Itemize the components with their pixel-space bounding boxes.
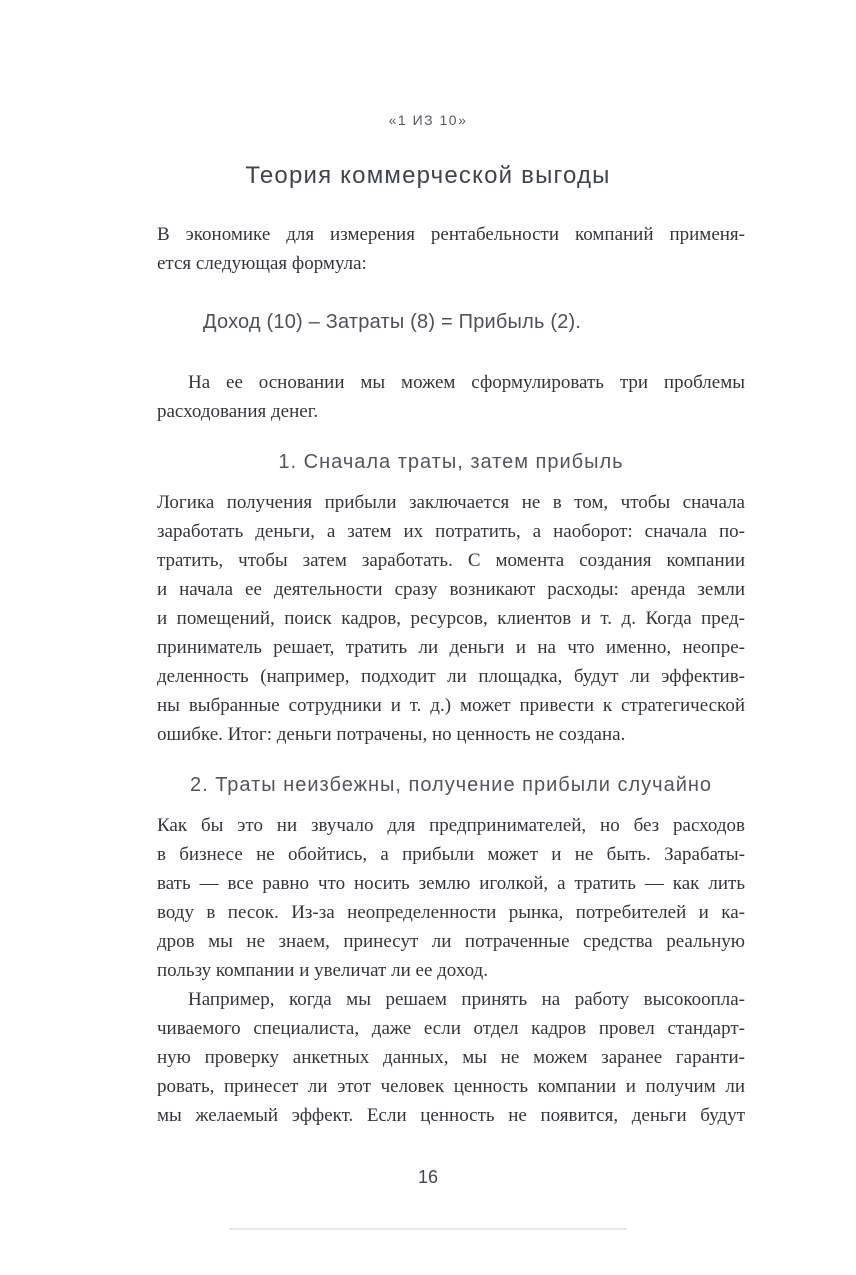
paragraph-line: ровать, принесет ли этот человек ценность компании и получим ли: [157, 1076, 745, 1097]
paragraph-line: дров мы не знаем, принесут ли потраченные средства реальную: [157, 931, 745, 952]
paragraph: [157, 220, 745, 278]
paragraph-line: ошибке. Итог: деньги потрачены, но ценность не создана.: [157, 724, 626, 745]
chapter-title: Теория коммерческой выгоды: [245, 162, 611, 189]
paragraph-line: В экономике для измерения рентабельности компаний применя-: [157, 224, 745, 245]
paragraph-line: заработать деньги, а затем их потратить, а наоборот: сначала по-: [157, 521, 745, 542]
paragraph-line: вать — все равно что носить землю иголкой, а тратить — как лить: [157, 873, 745, 894]
paragraph-line: пользу компании и увеличат ли ее доход.: [157, 960, 488, 981]
paragraph-line: Логика получения прибыли заключается не в том, чтобы сначала: [157, 492, 745, 513]
formula-line: Доход (10) – Затраты (8) = Прибыль (2).: [203, 311, 582, 333]
paragraph-line: Например, когда мы решаем принять на работу высокоопла-: [188, 989, 745, 1010]
paragraph: [157, 368, 745, 426]
paragraph-line: Как бы это ни звучало для предпринимателей, но без расходов: [157, 815, 745, 836]
paragraph-line: приниматель решает, тратить ли деньги и на что именно, неопре-: [157, 637, 745, 658]
paragraph-line: воду в песок. Из-за неопределенности рынка, потребителей и ка-: [157, 902, 745, 923]
paragraph-line: деленность (например, подходит ли площадка, будут ли эффектив-: [157, 666, 745, 687]
paragraph-line: и начала ее деятельности сразу возникают расходы: аренда земли: [157, 579, 745, 600]
section-heading: 2. Траты неизбежны, получение прибыли случайно: [189, 774, 713, 796]
paragraph-line: ную проверку анкетных данных, мы не можем заранее гаранти-: [157, 1047, 745, 1068]
paragraph-line: расходования денег.: [157, 401, 319, 422]
paragraph-line: На ее основании мы можем сформулировать три проблемы: [188, 372, 745, 393]
running-head: «1 ИЗ 10»: [388, 112, 468, 128]
paragraph-line: ны выбранные сотрудники и т. д.) может привести к стратегической: [157, 695, 745, 716]
paragraph-line: в бизнесе не обойтись, а прибыли может и не быть. Зарабаты-: [157, 844, 745, 865]
paragraph: [157, 985, 745, 1130]
paragraph-line: ется следующая формула:: [157, 253, 367, 274]
content-column: [157, 220, 745, 1130]
paragraph: [157, 811, 745, 985]
section-heading: 1. Сначала траты, затем прибыль: [278, 451, 624, 473]
paragraph-line: тратить, чтобы затем заработать. С момента создания компании: [157, 550, 745, 571]
paragraph-line: чиваемого специалиста, даже если отдел кадров провел стандарт-: [157, 1018, 745, 1039]
paragraph-line: мы желаемый эффект. Если ценность не появится, деньги будут: [157, 1105, 745, 1126]
page-number: 16: [417, 1167, 439, 1187]
footer-divider: [229, 1228, 627, 1230]
paragraph-line: и помещений, поиск кадров, ресурсов, клиентов и т. д. Когда пред-: [157, 608, 745, 629]
paragraph: [157, 488, 745, 749]
